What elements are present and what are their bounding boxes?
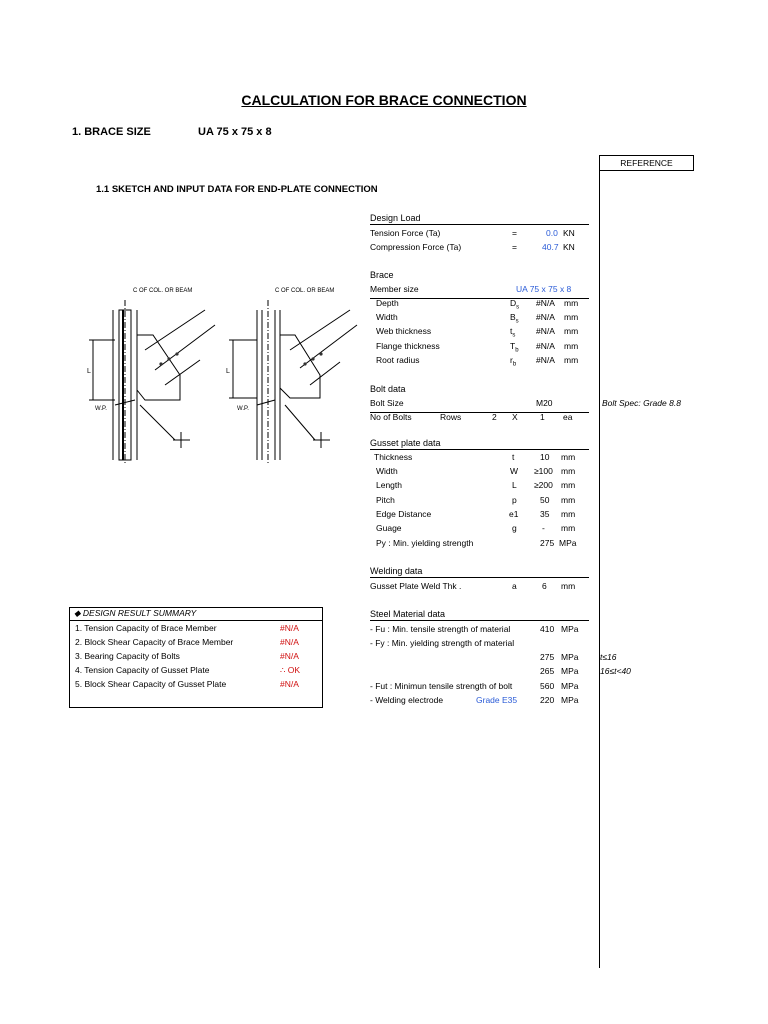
summary-value: #N/A: [280, 679, 299, 689]
steel-fy2-row: [370, 666, 600, 680]
brace-depth-row: [370, 298, 600, 312]
reference-header: REFERENCE: [599, 155, 694, 171]
section-brace-size-value: UA 75 x 75 x 8: [198, 126, 272, 138]
row-symbol: $t_s$: [510, 326, 516, 339]
gusset-guage-row: [370, 523, 600, 537]
gusset-heading: Gusset plate data: [370, 438, 589, 450]
weld-value: 6: [542, 581, 547, 591]
row-symbol: L: [512, 480, 517, 490]
member-size-row: [370, 284, 589, 299]
summary-row: [75, 679, 320, 689]
steel-heading: Steel Material data: [370, 609, 589, 621]
row-label: Edge Distance: [376, 509, 432, 519]
steel-fut-row: [370, 681, 600, 695]
row-unit: mm: [561, 509, 576, 519]
row-label: Width: [376, 466, 398, 476]
row-unit: MPa: [559, 538, 577, 548]
row-label: Depth: [376, 298, 399, 308]
gusset-pitch-row: [370, 495, 600, 509]
fy1-unit: MPa: [561, 652, 579, 662]
bolt-heading: Bolt data: [370, 384, 406, 394]
fu-unit: MPa: [561, 624, 579, 634]
reference-column-divider: [599, 155, 600, 968]
gusset-width-row: [370, 466, 600, 480]
row-label: Compression Force (Ta): [370, 242, 462, 252]
row-eq: =: [512, 242, 517, 252]
sketch-wp-right: W.P.: [237, 406, 249, 412]
brace-root-radius-row: [370, 355, 600, 369]
gusset-edge-distance-row: [370, 509, 600, 523]
row-unit: mm: [561, 452, 576, 462]
row-unit: mm: [564, 355, 579, 365]
steel-fy1-row: [370, 652, 600, 666]
bolt-times: X: [512, 412, 518, 422]
row-unit: mm: [564, 341, 579, 351]
row-value: #N/A: [536, 312, 555, 322]
connection-sketch: [85, 280, 365, 470]
fu-label: - Fu : Min. tensile strength of material: [370, 624, 511, 634]
weld-label: Gusset Plate Weld Thk .: [370, 581, 462, 591]
summary-label: 5. Block Shear Capacity of Gusset Plate: [75, 679, 227, 689]
row-unit: mm: [564, 298, 579, 308]
row-unit: mm: [561, 480, 576, 490]
electrode-grade: Grade E35: [476, 695, 518, 705]
row-unit: mm: [561, 523, 576, 533]
brace-web-thickness-row: [370, 326, 600, 340]
electrode-label: - Welding electrode: [370, 695, 444, 705]
row-label: Pitch: [376, 495, 395, 505]
weld-thickness-row: [370, 581, 600, 595]
row-label: Guage: [376, 523, 402, 533]
bolt-size-row: [370, 398, 589, 413]
brace-flange-thickness-row: [370, 341, 600, 355]
summary-value: ∴ OK: [280, 665, 301, 675]
bolt-size-value: M20: [536, 398, 553, 408]
fy2-unit: MPa: [561, 666, 579, 676]
bolt-spec-label: Bolt Spec: Grade: [602, 398, 667, 408]
brace-width-row: [370, 312, 600, 326]
row-value: 10: [540, 452, 550, 462]
row-symbol: $r_b$: [510, 355, 517, 368]
fy2-value: 265: [540, 666, 555, 676]
summary-row: [75, 665, 320, 675]
row-symbol: $T_b$: [510, 341, 519, 354]
sketch-wp-left: W.P.: [95, 406, 107, 412]
fut-value: 560: [540, 681, 555, 691]
row-unit: mm: [564, 326, 579, 336]
bolt-size-label: Bolt Size: [370, 398, 404, 408]
row-label: Web thickness: [376, 326, 432, 336]
summary-row: [75, 637, 320, 647]
steel-fy-row: [370, 638, 600, 652]
row-unit: KN: [563, 228, 575, 238]
row-unit: mm: [561, 466, 576, 476]
welding-heading: Welding data: [370, 566, 589, 578]
steel-fu-row: [370, 624, 600, 638]
row-unit: mm: [564, 312, 579, 322]
bolt-cols-value: 1: [540, 412, 545, 422]
row-symbol: W: [510, 466, 519, 476]
row-symbol: $B_s$: [510, 312, 519, 325]
row-value: #N/A: [536, 298, 555, 308]
summary-label: 4. Tension Capacity of Gusset Plate: [75, 665, 210, 675]
summary-label: 2. Block Shear Capacity of Brace Member: [75, 637, 234, 647]
gusset-py-row: [370, 538, 600, 552]
fy1-value: 275: [540, 652, 555, 662]
fy2-ref: 16≤t<40: [600, 666, 631, 676]
summary-heading: ◆ DESIGN RESULT SUMMARY: [70, 608, 322, 621]
row-value: ≥200: [534, 480, 553, 490]
sketch-label-left: C OF COL. OR BEAM: [133, 288, 193, 294]
compression-force-row: [370, 242, 600, 256]
summary-value: #N/A: [280, 651, 299, 661]
member-size-value: UA 75 x 75 x 8: [516, 284, 572, 294]
fut-unit: MPa: [561, 681, 579, 691]
bolt-spec-value: 8.8: [669, 398, 681, 408]
summary-row: [75, 651, 320, 661]
row-symbol: t: [512, 452, 515, 462]
design-load-heading: Design Load: [370, 213, 589, 225]
page-title: CALCULATION FOR BRACE CONNECTION: [241, 92, 527, 108]
fu-value: 410: [540, 624, 555, 634]
row-value: ≥100: [534, 466, 553, 476]
tension-force-value: 0.0: [546, 228, 558, 238]
row-label: Length: [376, 480, 402, 490]
row-label: Root radius: [376, 355, 420, 365]
steel-electrode-row: [370, 695, 600, 709]
bolt-count-label: No of Bolts: [370, 412, 412, 422]
gusset-thickness-row: [370, 452, 600, 466]
gusset-length-row: [370, 480, 600, 494]
row-symbol: g: [512, 523, 517, 533]
electrode-unit: MPa: [561, 695, 579, 705]
summary-row: [75, 623, 320, 633]
row-value: 275: [540, 538, 555, 548]
sketch-label-right: C OF COL. OR BEAM: [275, 288, 335, 294]
row-label: Py : Min. yielding strength: [376, 538, 474, 548]
fy1-ref: t≤16: [600, 652, 617, 662]
row-value: -: [542, 523, 545, 533]
row-label: Width: [376, 312, 398, 322]
row-label: Tension Force (Ta): [370, 228, 441, 238]
compression-force-value: 40.7: [542, 242, 559, 252]
sketch-dim-right: L: [226, 368, 230, 375]
member-size-label: Member size: [370, 284, 419, 294]
summary-label: 1. Tension Capacity of Brace Member: [75, 623, 217, 633]
row-value: 35: [540, 509, 550, 519]
row-symbol: e1: [509, 509, 519, 519]
bolt-count-row: [370, 412, 600, 426]
row-symbol: $D_s$: [510, 298, 520, 311]
row-value: #N/A: [536, 355, 555, 365]
tension-force-row: [370, 228, 600, 242]
section-sketch-heading: 1.1 SKETCH AND INPUT DATA FOR END-PLATE CONNECTION: [96, 184, 378, 195]
design-result-summary: [69, 607, 323, 708]
row-label: Flange thickness: [376, 341, 440, 351]
row-label: Thickness: [374, 452, 413, 462]
weld-symbol: a: [512, 581, 517, 591]
row-symbol: p: [512, 495, 517, 505]
row-value: #N/A: [536, 326, 555, 336]
fut-label: - Fut : Minimun tensile strength of bolt: [370, 681, 513, 691]
fy-label: - Fy : Min. yielding strength of material: [370, 638, 515, 648]
bolt-spec-ref: [602, 398, 681, 408]
row-value: #N/A: [536, 341, 555, 351]
summary-value: #N/A: [280, 623, 299, 633]
row-unit: KN: [563, 242, 575, 252]
electrode-value: 220: [540, 695, 555, 705]
summary-value: #N/A: [280, 637, 299, 647]
row-eq: =: [512, 228, 517, 238]
brace-heading: Brace: [370, 270, 394, 280]
summary-label: 3. Bearing Capacity of Bolts: [75, 651, 180, 661]
row-value: 50: [540, 495, 550, 505]
bolt-rows-label: Rows: [440, 412, 462, 422]
sketch-dim-left: L: [87, 368, 91, 375]
row-unit: mm: [561, 495, 576, 505]
weld-unit: mm: [561, 581, 576, 591]
bolt-unit: ea: [563, 412, 573, 422]
bolt-rows-value: 2: [492, 412, 497, 422]
section-brace-size-label: 1. BRACE SIZE: [72, 126, 151, 138]
